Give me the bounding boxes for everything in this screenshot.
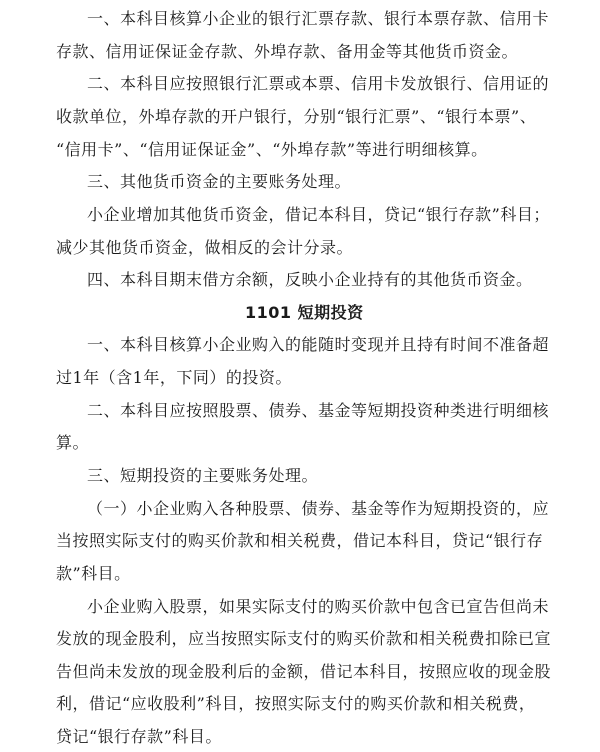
text-line: 一、本科目核算小企业购入的能随时变现并且持有时间不准备超 (87, 335, 550, 355)
text-line: 收款单位，外埠存款的开户银行，分别“银行汇票”、“银行本票”、 (56, 106, 537, 126)
text-line: 小企业增加其他货币资金，借记本科目，贷记“银行存款”科目； (87, 204, 550, 224)
text-line: 贷记“银行存款”科目。 (56, 727, 222, 746)
text-line: 存款、信用证保证金存款、外埠存款、备用金等其他货币资金。 (56, 41, 519, 61)
text-line: 当按照实际支付的购买价款和相关税费，借记本科目，贷记“银行存 (56, 531, 544, 551)
text-line: “信用卡”、“信用证保证金”、“外埠存款”等进行明细核算。 (56, 139, 488, 159)
text-line: 款”科目。 (56, 563, 131, 583)
text-line: 小企业购入股票，如果实际支付的购买价款中包含已宣告但尚未 (87, 596, 550, 616)
text-line: （一）小企业购入各种股票、债券、基金等作为短期投资的，应 (87, 498, 550, 518)
section-heading: 1101 短期投资 (245, 302, 364, 322)
text-line: 三、其他货币资金的主要账务处理。 (87, 172, 352, 192)
text-line: 减少其他货币资金，做相反的会计分录。 (56, 237, 354, 257)
text-line: 一、本科目核算小企业的银行汇票存款、银行本票存款、信用卡 (87, 9, 550, 28)
text-line: 四、本科目期末借方余额，反映小企业持有的其他货币资金。 (87, 270, 533, 290)
text-line: 利，借记“应收股利”科目，按照实际支付的购买价款和相关税费， (56, 694, 536, 714)
text-line: 二、本科目应按照银行汇票或本票、信用卡发放银行、信用证的 (87, 74, 550, 94)
text-line: 三、短期投资的主要账务处理。 (87, 465, 319, 485)
text-line: 告但尚未发放的现金股利后的金额，借记本科目，按照应收的现金股 (56, 661, 552, 681)
text-line: 算。 (56, 433, 90, 453)
text-line: 二、本科目应按照股票、债券、基金等短期投资种类进行明细核 (87, 400, 550, 420)
text-line: 发放的现金股利，应当按照实际支付的购买价款和相关税费扣除已宣 (56, 629, 552, 649)
text-line: 过1年（含1年，下同）的投资。 (56, 368, 292, 387)
